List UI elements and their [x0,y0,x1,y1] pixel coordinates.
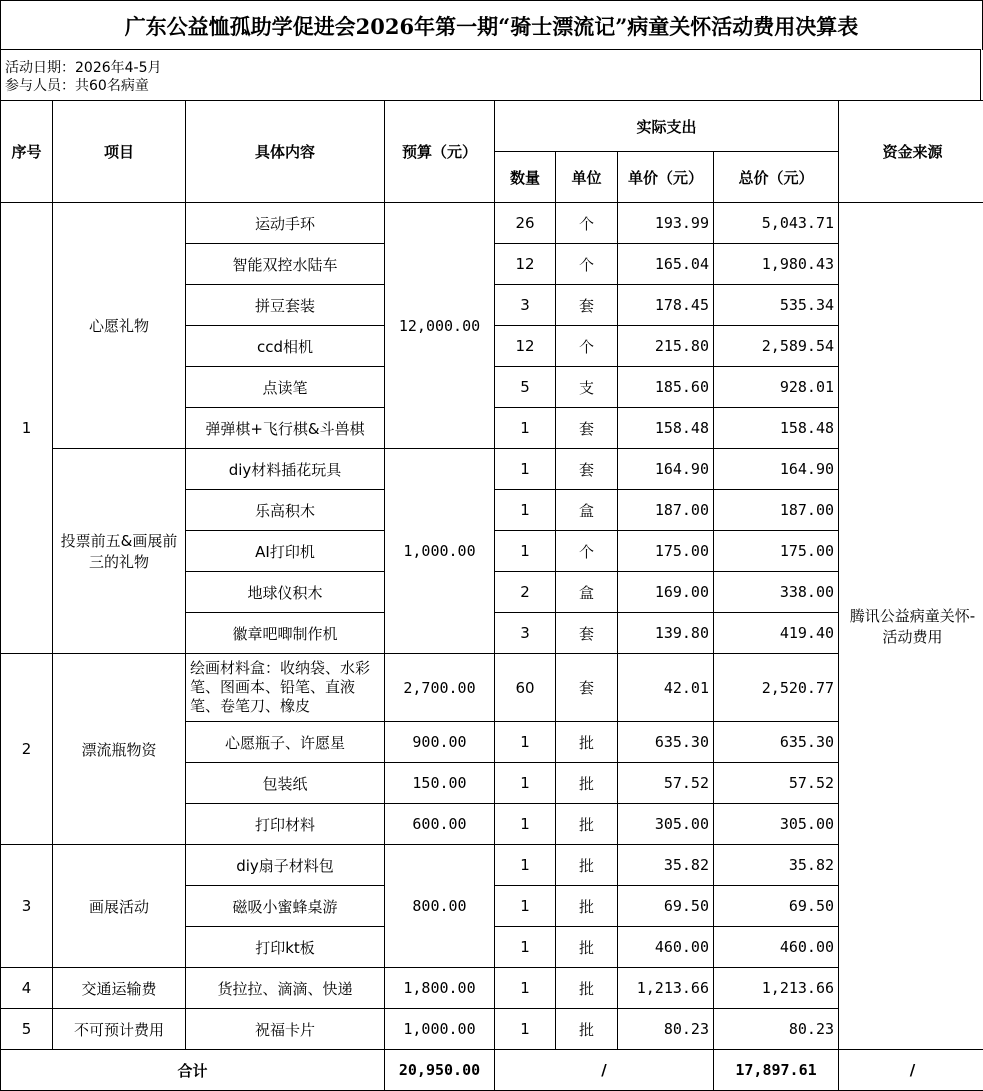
table-row [1,968,983,1009]
header-seq: 序号 [1,101,53,203]
qty-cell: 26 [495,203,556,244]
content-cell: 绘画材料盒：收纳袋、水彩笔、图画本、铅笔、直液笔、卷笔刀、橡皮 [186,654,385,722]
table-row [1,449,983,490]
unit-cell: 批 [556,722,618,763]
unit-cell: 个 [556,203,618,244]
content-cell: ccd相机 [186,326,385,367]
qty-cell: 1 [495,763,556,804]
total-price-cell: 2,589.54 [714,326,839,367]
total-price-cell: 928.01 [714,367,839,408]
header-unit-price: 单价（元） [618,152,714,203]
unit-cell: 个 [556,244,618,285]
unit-price-cell: 215.80 [618,326,714,367]
header-unit: 单位 [556,152,618,203]
header-qty: 数量 [495,152,556,203]
unit-price-cell: 57.52 [618,763,714,804]
header-item: 项目 [53,101,186,203]
content-cell: 心愿瓶子、许愿星 [186,722,385,763]
content-cell: 打印kt板 [186,927,385,968]
unit-cell: 批 [556,845,618,886]
unit-cell: 套 [556,654,618,722]
item-cell: 心愿礼物 [53,203,186,449]
total-fund-slash: / [839,1050,983,1091]
unit-cell: 批 [556,804,618,845]
budget-cell: 1,000.00 [385,449,495,654]
unit-price-cell: 305.00 [618,804,714,845]
content-cell: 磁吸小蜜蜂桌游 [186,886,385,927]
total-price-cell: 338.00 [714,572,839,613]
content-cell: diy扇子材料包 [186,845,385,886]
content-cell: 智能双控水陆车 [186,244,385,285]
total-row [1,1050,983,1091]
total-price-cell: 175.00 [714,531,839,572]
unit-cell: 个 [556,531,618,572]
unit-cell: 套 [556,449,618,490]
table-row [1,654,983,722]
total-price-cell: 2,520.77 [714,654,839,722]
budget-cell: 1,000.00 [385,1009,495,1050]
content-cell: 徽章吧唧制作机 [186,613,385,654]
unit-price-cell: 164.90 [618,449,714,490]
total-price-cell: 35.82 [714,845,839,886]
item-cell: 交通运输费 [53,968,186,1009]
header-fund-source: 资金来源 [839,101,983,203]
total-price-cell: 635.30 [714,722,839,763]
table-row [1,845,983,886]
qty-cell: 1 [495,968,556,1009]
unit-cell: 套 [556,613,618,654]
unit-price-cell: 42.01 [618,654,714,722]
content-cell: 包装纸 [186,763,385,804]
table-row [1,203,983,244]
total-price-cell: 69.50 [714,886,839,927]
content-cell: AI打印机 [186,531,385,572]
qty-cell: 1 [495,408,556,449]
unit-price-cell: 158.48 [618,408,714,449]
unit-price-cell: 635.30 [618,722,714,763]
budget-cell: 900.00 [385,722,495,763]
content-cell: 拼豆套装 [186,285,385,326]
unit-cell: 批 [556,886,618,927]
header-content: 具体内容 [186,101,385,203]
qty-cell: 1 [495,886,556,927]
unit-price-cell: 165.04 [618,244,714,285]
unit-price-cell: 175.00 [618,531,714,572]
unit-cell: 批 [556,763,618,804]
table-row [1,1009,983,1050]
qty-cell: 1 [495,722,556,763]
content-cell: 打印材料 [186,804,385,845]
total-price-cell: 535.34 [714,285,839,326]
content-cell: 货拉拉、滴滴、快递 [186,968,385,1009]
qty-cell: 3 [495,285,556,326]
total-price-cell: 80.23 [714,1009,839,1050]
qty-cell: 1 [495,845,556,886]
qty-cell: 5 [495,367,556,408]
unit-price-cell: 139.80 [618,613,714,654]
total-label: 合计 [1,1050,385,1091]
total-amount: 17,897.61 [714,1050,839,1091]
total-price-cell: 460.00 [714,927,839,968]
qty-cell: 1 [495,804,556,845]
header-total-price: 总价（元） [714,152,839,203]
content-cell: 运动手环 [186,203,385,244]
unit-cell: 套 [556,285,618,326]
qty-cell: 2 [495,572,556,613]
budget-cell: 600.00 [385,804,495,845]
header-budget: 预算（元） [385,101,495,203]
content-cell: 祝福卡片 [186,1009,385,1050]
item-cell: 投票前五&画展前三的礼物 [53,449,186,654]
budget-cell: 150.00 [385,763,495,804]
budget-cell: 1,800.00 [385,968,495,1009]
sheet-title: 广东公益恤孤助学促进会2026年第一期“骑士漂流记”病童关怀活动费用决算表 [0,0,983,50]
total-price-cell: 5,043.71 [714,203,839,244]
total-price-cell: 164.90 [714,449,839,490]
qty-cell: 1 [495,449,556,490]
total-price-cell: 1,213.66 [714,968,839,1009]
header-actual: 实际支出 [495,101,839,152]
qty-cell: 12 [495,244,556,285]
unit-cell: 套 [556,408,618,449]
unit-price-cell: 193.99 [618,203,714,244]
budget-cell: 800.00 [385,845,495,968]
activity-date: 活动日期：2026年4-5月 [5,60,162,76]
qty-cell: 1 [495,1009,556,1050]
unit-price-cell: 35.82 [618,845,714,886]
unit-price-cell: 185.60 [618,367,714,408]
qty-cell: 1 [495,490,556,531]
item-cell: 画展活动 [53,845,186,968]
activity-info [0,49,981,100]
content-cell: 弹弹棋+飞行棋&斗兽棋 [186,408,385,449]
unit-cell: 批 [556,927,618,968]
fund-source-cell: 腾讯公益病童关怀-活动费用 [839,203,983,1050]
seq-cell: 2 [1,654,53,845]
total-price-cell: 419.40 [714,613,839,654]
total-actual-slash: / [495,1050,714,1091]
qty-cell: 12 [495,326,556,367]
unit-price-cell: 187.00 [618,490,714,531]
seq-cell: 4 [1,968,53,1009]
qty-cell: 1 [495,927,556,968]
unit-price-cell: 1,213.66 [618,968,714,1009]
budget-cell: 12,000.00 [385,203,495,449]
qty-cell: 1 [495,531,556,572]
total-price-cell: 187.00 [714,490,839,531]
unit-cell: 批 [556,968,618,1009]
seq-cell: 5 [1,1009,53,1050]
unit-price-cell: 80.23 [618,1009,714,1050]
unit-price-cell: 69.50 [618,886,714,927]
total-budget: 20,950.00 [385,1050,495,1091]
content-cell: diy材料插花玩具 [186,449,385,490]
header-row [1,101,983,152]
unit-price-cell: 178.45 [618,285,714,326]
content-cell: 点读笔 [186,367,385,408]
content-cell: 地球仪积木 [186,572,385,613]
unit-price-cell: 169.00 [618,572,714,613]
total-price-cell: 57.52 [714,763,839,804]
participants: 参与人员：共60名病童 [5,78,149,94]
unit-cell: 个 [556,326,618,367]
unit-cell: 盒 [556,490,618,531]
item-cell: 漂流瓶物资 [53,654,186,845]
content-cell: 乐高积木 [186,490,385,531]
seq-cell: 1 [1,203,53,654]
budget-cell: 2,700.00 [385,654,495,722]
total-price-cell: 305.00 [714,804,839,845]
qty-cell: 60 [495,654,556,722]
unit-price-cell: 460.00 [618,927,714,968]
seq-cell: 3 [1,845,53,968]
item-cell: 不可预计费用 [53,1009,186,1050]
unit-cell: 支 [556,367,618,408]
total-price-cell: 158.48 [714,408,839,449]
unit-cell: 盒 [556,572,618,613]
total-price-cell: 1,980.43 [714,244,839,285]
qty-cell: 3 [495,613,556,654]
expense-table [0,100,983,1091]
unit-cell: 批 [556,1009,618,1050]
